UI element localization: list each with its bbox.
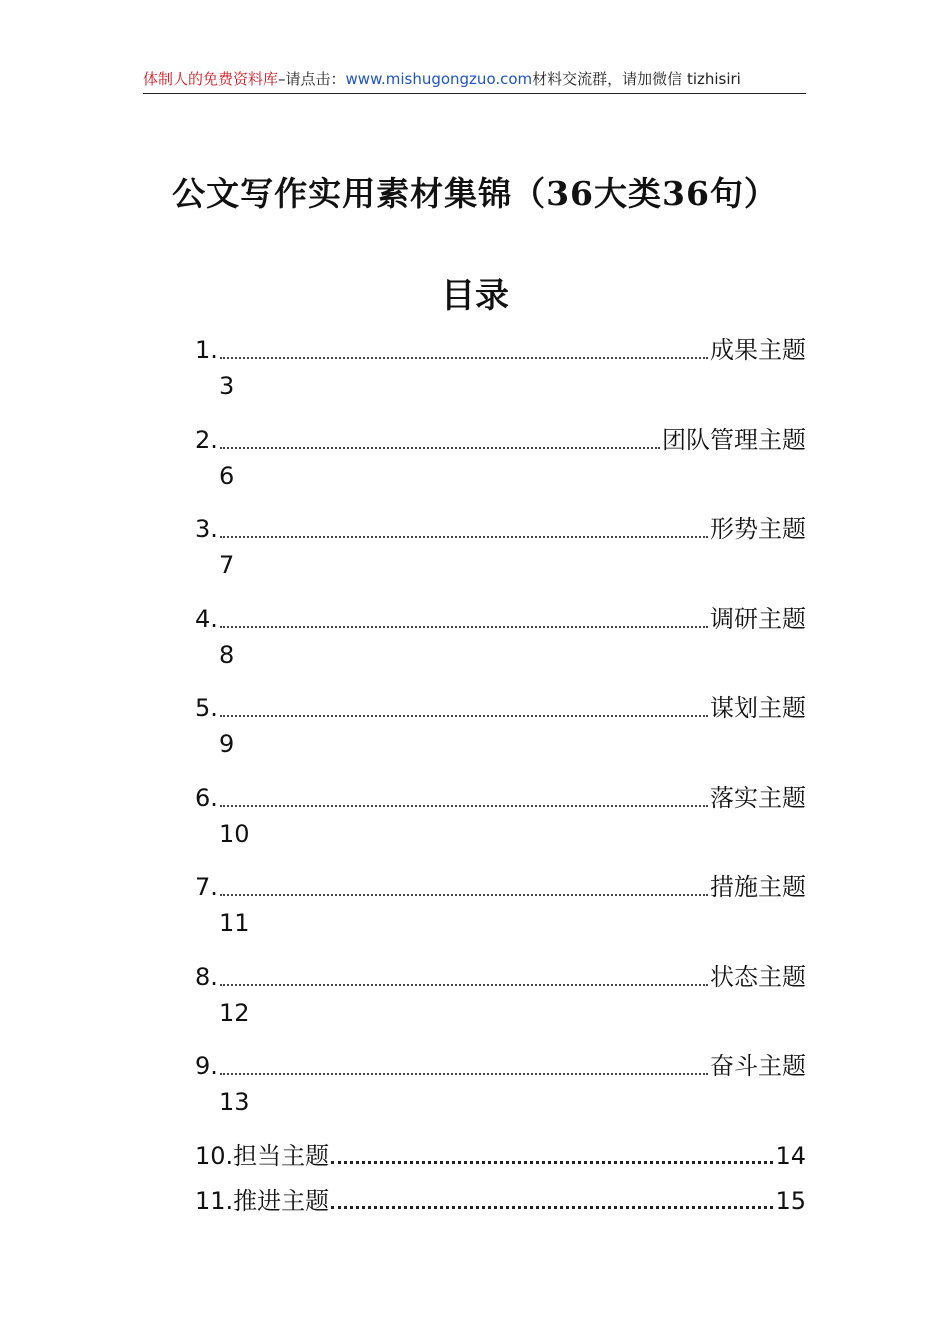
toc-leader-dots [220, 714, 708, 717]
toc-entry-8[interactable] [195, 949, 806, 1039]
toc-leader-dots [220, 356, 708, 359]
toc-page: 10 [219, 819, 250, 848]
toc-title: 担当主题 [233, 1141, 330, 1170]
toc-title: 奋斗主题 [710, 1052, 806, 1080]
toc-page: 8 [219, 640, 235, 669]
toc-leader-dots [220, 535, 708, 538]
toc-heading: 目录 [441, 276, 509, 316]
toc-page: 3 [219, 372, 235, 400]
toc-number: 3. [195, 515, 218, 543]
toc-title: 落实主题 [710, 783, 806, 812]
toc-entry-4[interactable] [195, 591, 806, 681]
toc-page: 12 [219, 998, 250, 1027]
toc-title: 状态主题 [710, 962, 806, 991]
toc-page: 13 [219, 1088, 250, 1116]
toc-title: 措施主题 [710, 873, 806, 901]
toc-leader-dots [220, 983, 708, 986]
toc-page: 15 [775, 1186, 806, 1215]
toc-title: 推进主题 [233, 1186, 330, 1215]
toc-number: 2. [195, 425, 218, 454]
toc-number: 6. [195, 783, 218, 812]
toc-leader-dots [220, 804, 708, 807]
toc-entry-5[interactable] [195, 680, 806, 770]
toc-number: 11. [195, 1186, 234, 1215]
toc-page: 9 [219, 730, 235, 758]
header-site-name: 体制人的免费资料库 [143, 70, 279, 88]
toc-entry-11[interactable] [195, 1173, 806, 1218]
toc-number: 1. [195, 336, 218, 364]
toc-title: 形势主题 [710, 515, 806, 543]
toc-title: 团队管理主题 [662, 425, 806, 454]
toc-entry-9[interactable] [195, 1038, 806, 1128]
toc-title: 成果主题 [710, 336, 806, 364]
document-title: 公文写作实用素材集锦（36大类36句） [172, 174, 778, 213]
toc-leader-dots [220, 893, 708, 896]
toc-page: 14 [775, 1141, 806, 1170]
toc-page: 6 [219, 461, 235, 490]
toc-leader-dots [331, 1160, 773, 1164]
toc-number: 10. [195, 1141, 234, 1170]
toc-leader-dots [220, 1072, 708, 1075]
toc-entry-2[interactable] [195, 412, 806, 502]
header-url-link[interactable]: www.mishugongzuo.com [345, 70, 533, 88]
toc-page: 11 [219, 909, 250, 937]
toc-entry-3[interactable] [195, 501, 806, 591]
toc-page: 7 [219, 551, 235, 579]
toc-entry-1[interactable] [195, 322, 806, 412]
toc-entry-10[interactable] [195, 1128, 806, 1173]
table-of-contents [195, 322, 806, 1218]
toc-number: 7. [195, 873, 218, 901]
toc-leader-dots [220, 625, 708, 628]
toc-entry-7[interactable] [195, 859, 806, 949]
toc-number: 9. [195, 1052, 218, 1080]
toc-title: 谋划主题 [710, 694, 806, 722]
toc-leader-dots [220, 446, 660, 449]
header-suffix: 材料交流群，请加微信 tizhisiri [532, 70, 741, 88]
header-prompt: –请点击： [278, 70, 346, 88]
toc-leader-dots [331, 1205, 773, 1209]
toc-number: 5. [195, 694, 218, 722]
toc-number: 4. [195, 604, 218, 633]
toc-entry-6[interactable] [195, 770, 806, 860]
page-header [143, 66, 806, 94]
toc-number: 8. [195, 962, 218, 991]
toc-title: 调研主题 [710, 604, 806, 633]
